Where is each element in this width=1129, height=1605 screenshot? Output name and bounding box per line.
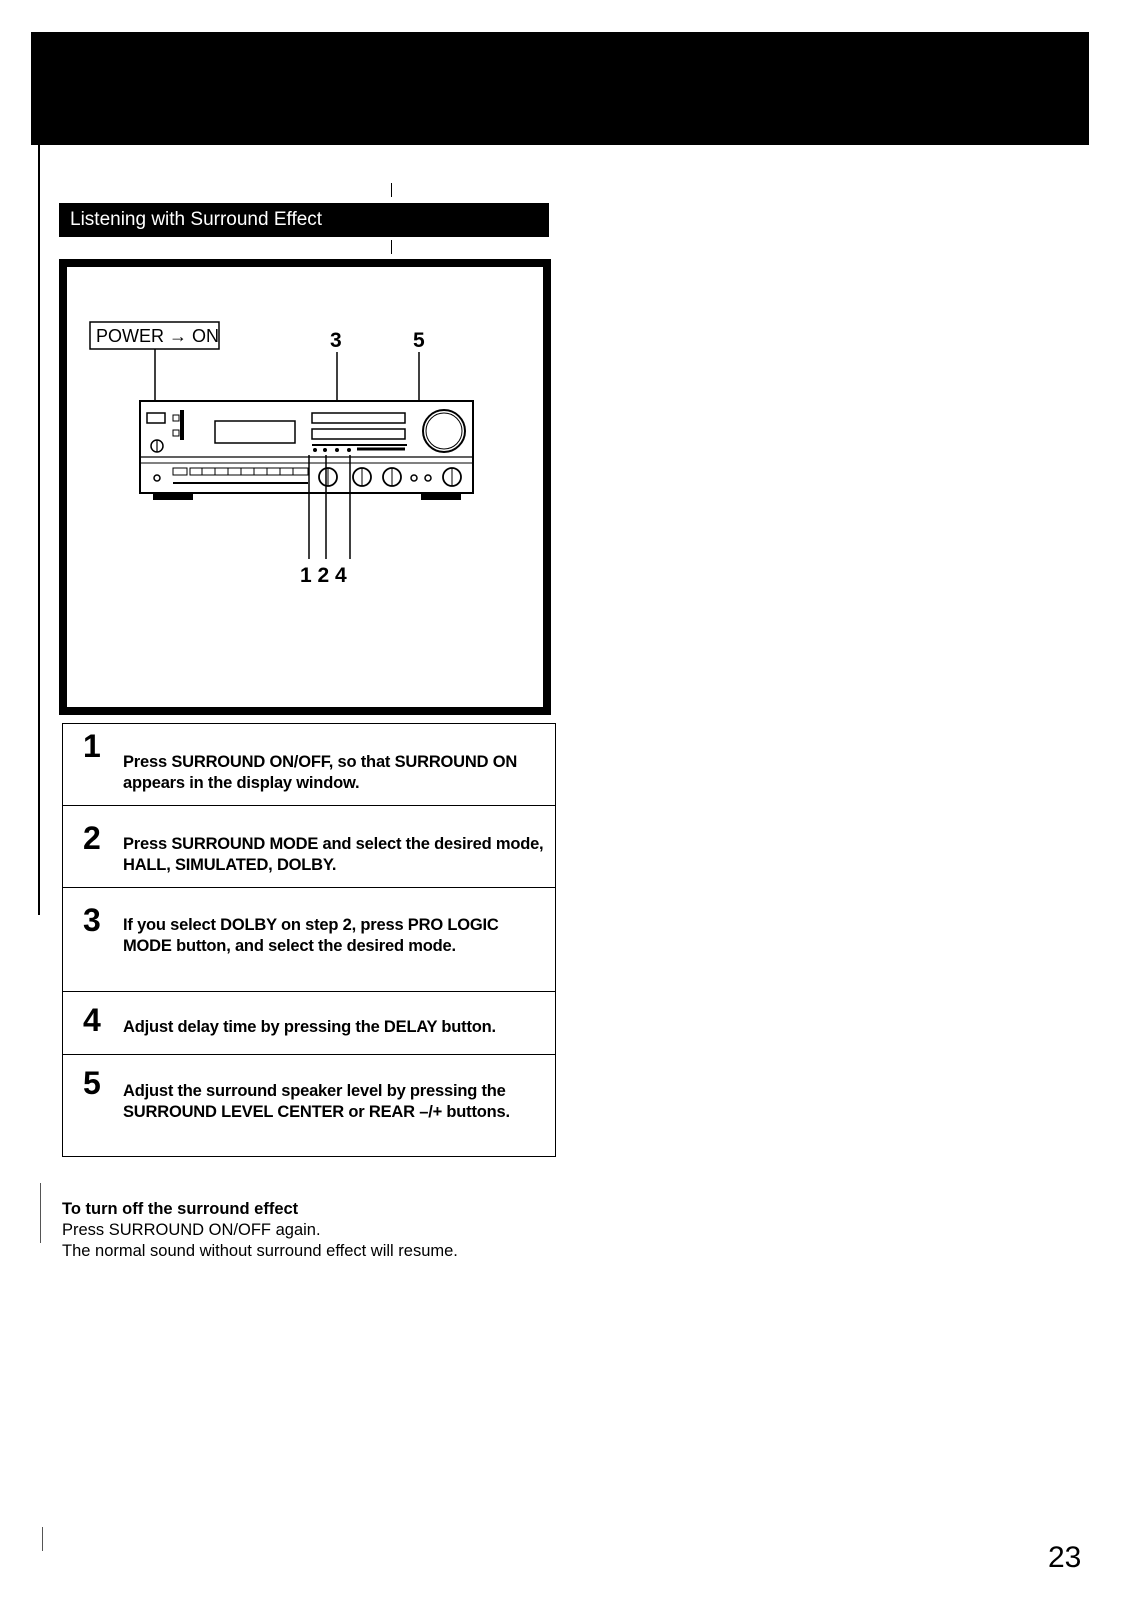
step-text: Press SURROUND ON/OFF, so that SURROUND ON appears in the display window. — [123, 753, 518, 792]
callout-1-2-4: 1 2 4 — [300, 564, 347, 587]
note-line: The normal sound without surround effect will resume. — [62, 1242, 458, 1260]
step-text: Press SURROUND MODE and select the desired mode, HALL, SIMULATED, DOLBY. — [123, 835, 544, 874]
callout-5: 5 — [413, 329, 425, 352]
step-text: Adjust delay time by pressing the DELAY button. — [123, 1018, 496, 1036]
power-button — [147, 413, 165, 423]
step-text: If you select DOLBY on step 2, press PRO LOGIC MODE button, and select the desired mode. — [123, 916, 499, 955]
step-number: 5 — [83, 1065, 101, 1101]
step-text: Adjust the surround speaker level by pressing the SURROUND LEVEL CENTER or REAR –/+ buttons. — [123, 1082, 510, 1121]
step-row — [63, 805, 555, 887]
page-number: 23 — [1048, 1541, 1082, 1574]
step-number: 4 — [83, 1002, 101, 1038]
header-band — [31, 32, 1089, 145]
step-number: 2 — [83, 820, 101, 856]
step-number: 3 — [83, 902, 101, 938]
receiver-foot — [421, 493, 461, 500]
crop-mark — [391, 183, 392, 197]
receiver-foot — [153, 493, 193, 500]
step-number: 1 — [83, 728, 101, 764]
step-row — [63, 723, 555, 805]
power-label: POWER → ON — [96, 326, 220, 346]
margin-rule — [38, 145, 40, 915]
step-row — [63, 991, 555, 1054]
step-row — [63, 887, 555, 991]
volume-knob — [423, 410, 465, 452]
section-title: Listening with Surround Effect — [59, 203, 549, 237]
crop-mark — [391, 240, 392, 254]
receiver-front-panel-diagram — [67, 267, 543, 707]
note-heading: To turn off the surround effect — [62, 1200, 299, 1218]
turn-off-note — [62, 1199, 662, 1262]
display-window — [215, 421, 295, 443]
step-row — [63, 1054, 555, 1156]
margin-mark — [42, 1527, 43, 1551]
receiver-body — [140, 401, 473, 493]
note-line: Press SURROUND ON/OFF again. — [62, 1221, 321, 1239]
margin-mark — [40, 1183, 41, 1243]
receiver-illustration — [59, 259, 551, 715]
steps-table — [62, 723, 556, 1157]
callout-3: 3 — [330, 329, 342, 352]
